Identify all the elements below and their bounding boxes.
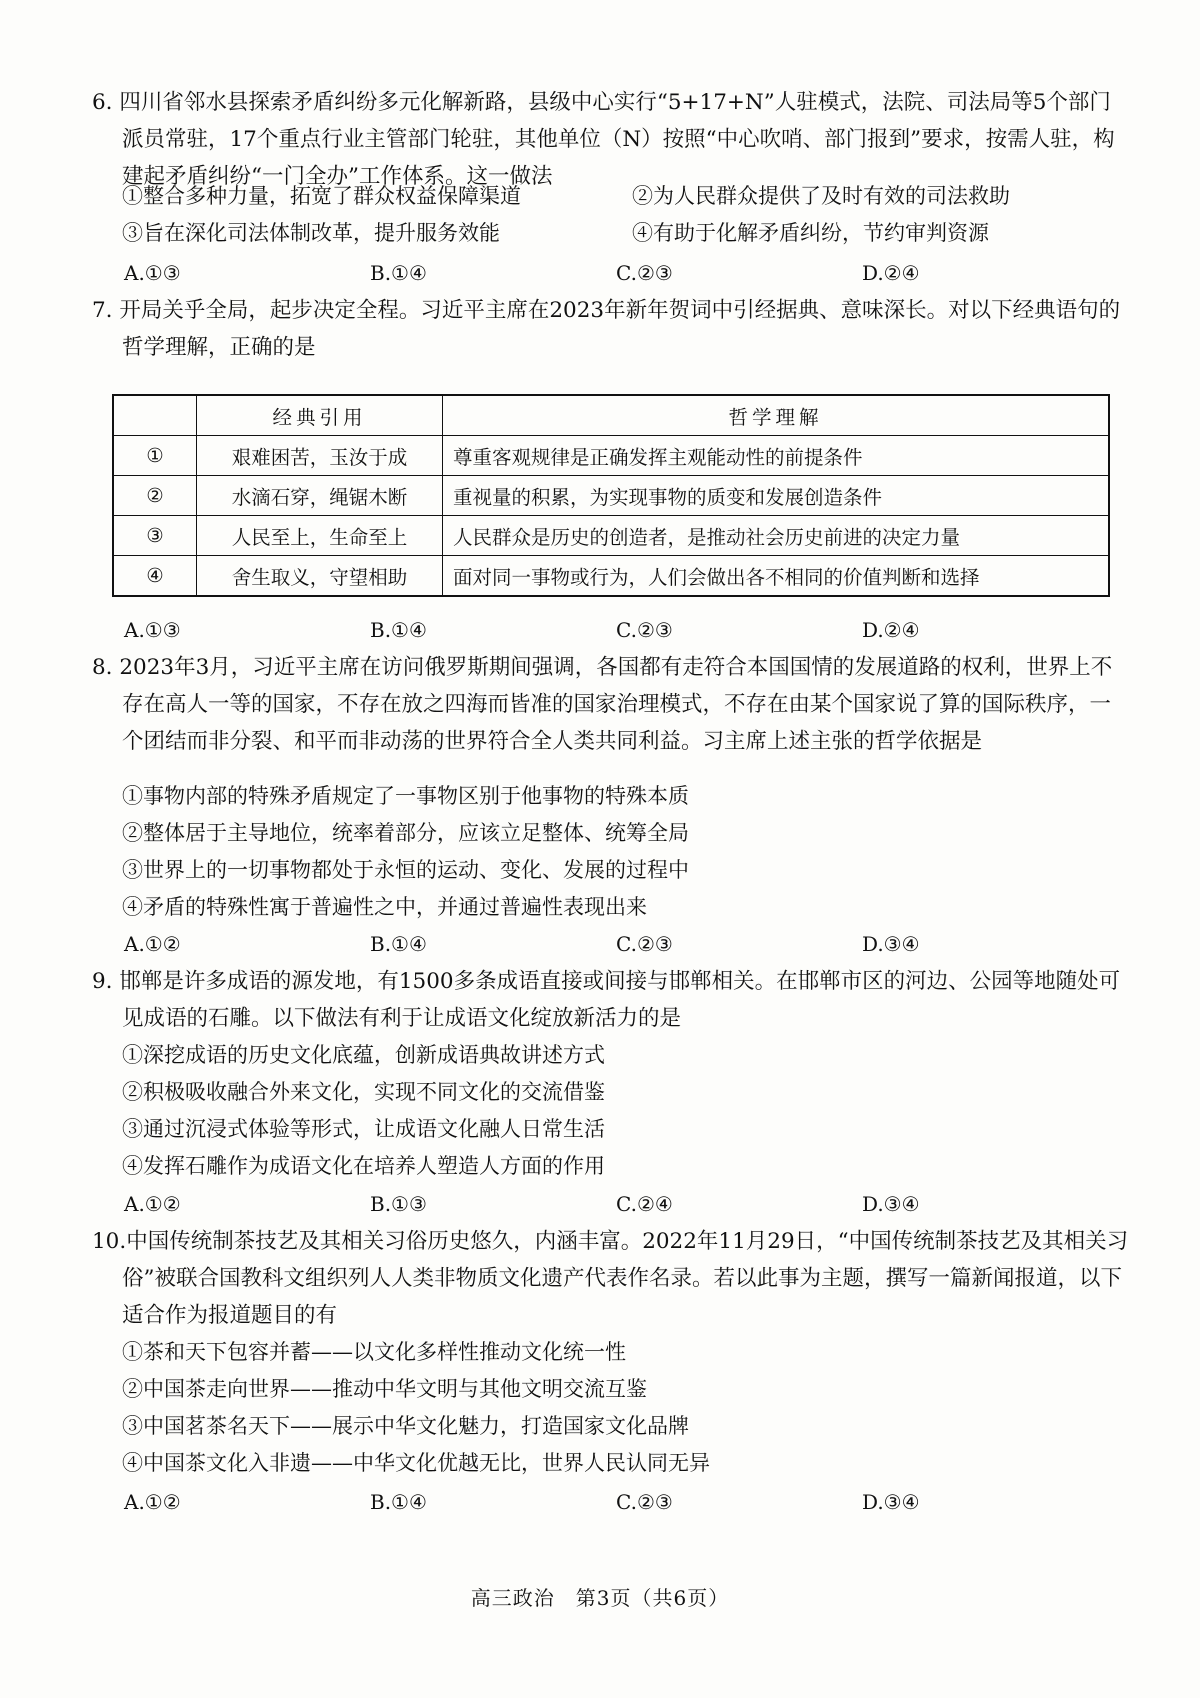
q8-option-d[interactable]: D.③④ bbox=[862, 932, 920, 956]
q6-option-c[interactable]: C.②③ bbox=[616, 261, 673, 285]
q7-option-d[interactable]: D.②④ bbox=[862, 618, 920, 642]
row-quote: 艰难困苦，玉汝于成 bbox=[197, 436, 443, 476]
q6-option-b[interactable]: B.①④ bbox=[370, 261, 427, 285]
row-quote: 水滴石穿，绳锯木断 bbox=[197, 476, 443, 516]
row-index: ① bbox=[113, 436, 197, 476]
question-7-stem: 7. 开局关乎全局，起步决定全程。习近平主席在2023年新年贺词中引经据典、意味深长。对以下经典语句的哲学理解，正确的是 bbox=[92, 298, 1121, 360]
q6-option-a[interactable]: A.①③ bbox=[124, 261, 181, 285]
question-6-items bbox=[122, 178, 1122, 252]
q10-item-4: ④中国茶文化入非遗——中华文化优越无比，世界人民认同无异 bbox=[122, 1451, 710, 1475]
q6-item-4: ④有助于化解矛盾纠纷，节约审判资源 bbox=[632, 221, 989, 245]
row-meaning: 面对同一事物或行为，人们会做出各不相同的价值判断和选择 bbox=[443, 556, 1110, 597]
question-9-options bbox=[124, 1186, 1114, 1222]
q10-option-b[interactable]: B.①④ bbox=[370, 1490, 427, 1514]
q10-item-1: ①茶和天下包容并蓄——以文化多样性推动文化统一性 bbox=[122, 1340, 626, 1364]
question-8-items bbox=[122, 778, 1122, 926]
q8-item-4: ④矛盾的特殊性寓于普遍性之中，并通过普遍性表现出来 bbox=[122, 895, 647, 919]
q7-option-b[interactable]: B.①④ bbox=[370, 618, 427, 642]
question-10-items bbox=[122, 1334, 1122, 1482]
q9-option-b[interactable]: B.①③ bbox=[370, 1192, 427, 1216]
q6-item-2: ②为人民群众提供了及时有效的司法救助 bbox=[632, 184, 1010, 208]
q9-option-d[interactable]: D.③④ bbox=[862, 1192, 920, 1216]
table-row bbox=[113, 516, 1109, 556]
row-quote: 舍生取义，守望相助 bbox=[197, 556, 443, 597]
q10-item-2: ②中国茶走向世界——推动中华文明与其他文明交流互鉴 bbox=[122, 1377, 647, 1401]
q8-item-2: ②整体居于主导地位，统率着部分，应该立足整体、统筹全局 bbox=[122, 821, 689, 845]
question-10-options bbox=[124, 1484, 1114, 1520]
question-9-items bbox=[122, 1037, 1122, 1185]
question-7-options bbox=[124, 612, 1114, 648]
q8-item-1: ①事物内部的特殊矛盾规定了一事物区别于他事物的特殊本质 bbox=[122, 784, 689, 808]
q8-option-a[interactable]: A.①② bbox=[124, 932, 181, 956]
q10-item-3: ③中国茗茶名天下——展示中华文化魅力，打造国家文化品牌 bbox=[122, 1414, 689, 1438]
page-footer: 高三政治 第3页（共6页） bbox=[470, 1586, 730, 1610]
q6-item-1: ①整合多种力量，拓宽了群众权益保障渠道 bbox=[122, 184, 521, 208]
row-quote: 人民至上，生命至上 bbox=[197, 516, 443, 556]
q10-option-d[interactable]: D.③④ bbox=[862, 1490, 920, 1514]
question-9-stem: 9. 邯郸是许多成语的源发地，有1500多条成语直接或间接与邯郸相关。在邯郸市区的河边、公园等地随处可见成语的石雕。以下做法有利于让成语文化绽放新活力的是 bbox=[92, 969, 1121, 1031]
q9-item-2: ②积极吸收融合外来文化，实现不同文化的交流借鉴 bbox=[122, 1080, 605, 1104]
table-row bbox=[113, 476, 1109, 516]
quotes-header-quote: 经典引用 bbox=[197, 395, 443, 436]
table-row bbox=[113, 556, 1109, 597]
q7-option-a[interactable]: A.①③ bbox=[124, 618, 181, 642]
question-8-stem: 8. 2023年3月，习近平主席在访问俄罗斯期间强调，各国都有走符合本国国情的发展道路的权利，世界上不存在高人一等的国家，不存在放之四海而皆准的国家治理模式，不存在由某个国家说了算的国际秩序，一个团结而非分裂、和平而非动荡的世界符合全人类共同利益。习主席上述主张的哲学依据是 bbox=[92, 655, 1113, 754]
q9-item-4: ④发挥石雕作为成语文化在培养人塑造人方面的作用 bbox=[122, 1154, 605, 1178]
q7-option-c[interactable]: C.②③ bbox=[616, 618, 673, 642]
q9-option-c[interactable]: C.②④ bbox=[616, 1192, 673, 1216]
row-meaning: 人民群众是历史的创造者，是推动社会历史前进的决定力量 bbox=[443, 516, 1110, 556]
q9-item-1: ①深挖成语的历史文化底蕴，创新成语典故讲述方式 bbox=[122, 1043, 605, 1067]
q6-item-3: ③旨在深化司法体制改革，提升服务效能 bbox=[122, 221, 500, 245]
q9-item-3: ③通过沉浸式体验等形式，让成语文化融人日常生活 bbox=[122, 1117, 605, 1141]
q8-item-3: ③世界上的一切事物都处于永恒的运动、变化、发展的过程中 bbox=[122, 858, 689, 882]
question-6-options bbox=[124, 255, 1114, 291]
table-row bbox=[113, 436, 1109, 476]
q8-option-c[interactable]: C.②③ bbox=[616, 932, 673, 956]
q6-option-d[interactable]: D.②④ bbox=[862, 261, 920, 285]
quotes-header-index bbox=[113, 395, 197, 436]
row-index: ② bbox=[113, 476, 197, 516]
quotes-header-meaning: 哲学理解 bbox=[443, 395, 1110, 436]
question-8-options bbox=[124, 926, 1114, 962]
question-10-stem: 10.中国传统制茶技艺及其相关习俗历史悠久，内涵丰富。2022年11月29日，“中国传统制茶技艺及其相关习俗”被联合国教科文组织列人人类非物质文化遗产代表作名录。若以此事为主题，撰写一篇新闻报道，以下适合作为报道题目的有 bbox=[92, 1229, 1129, 1328]
q10-option-a[interactable]: A.①② bbox=[124, 1490, 181, 1514]
q9-option-a[interactable]: A.①② bbox=[124, 1192, 181, 1216]
q10-option-c[interactable]: C.②③ bbox=[616, 1490, 673, 1514]
quotes-table-header bbox=[113, 395, 1109, 436]
row-index: ④ bbox=[113, 556, 197, 597]
row-meaning: 重视量的积累，为实现事物的质变和发展创造条件 bbox=[443, 476, 1110, 516]
question-6-stem: 6. 四川省邻水县探索矛盾纠纷多元化解新路，县级中心实行“5+17+N”人驻模式，法院、司法局等5个部门派员常驻，17个重点行业主管部门轮驻，其他单位（N）按照“中心吹哨、部门报到”要求，按需人驻，构建起矛盾纠纷“一门全办”工作体系。这一做法 bbox=[92, 90, 1115, 189]
q8-option-b[interactable]: B.①④ bbox=[370, 932, 427, 956]
row-meaning: 尊重客观规律是正确发挥主观能动性的前提条件 bbox=[443, 436, 1110, 476]
quotes-table bbox=[112, 394, 1110, 597]
row-index: ③ bbox=[113, 516, 197, 556]
